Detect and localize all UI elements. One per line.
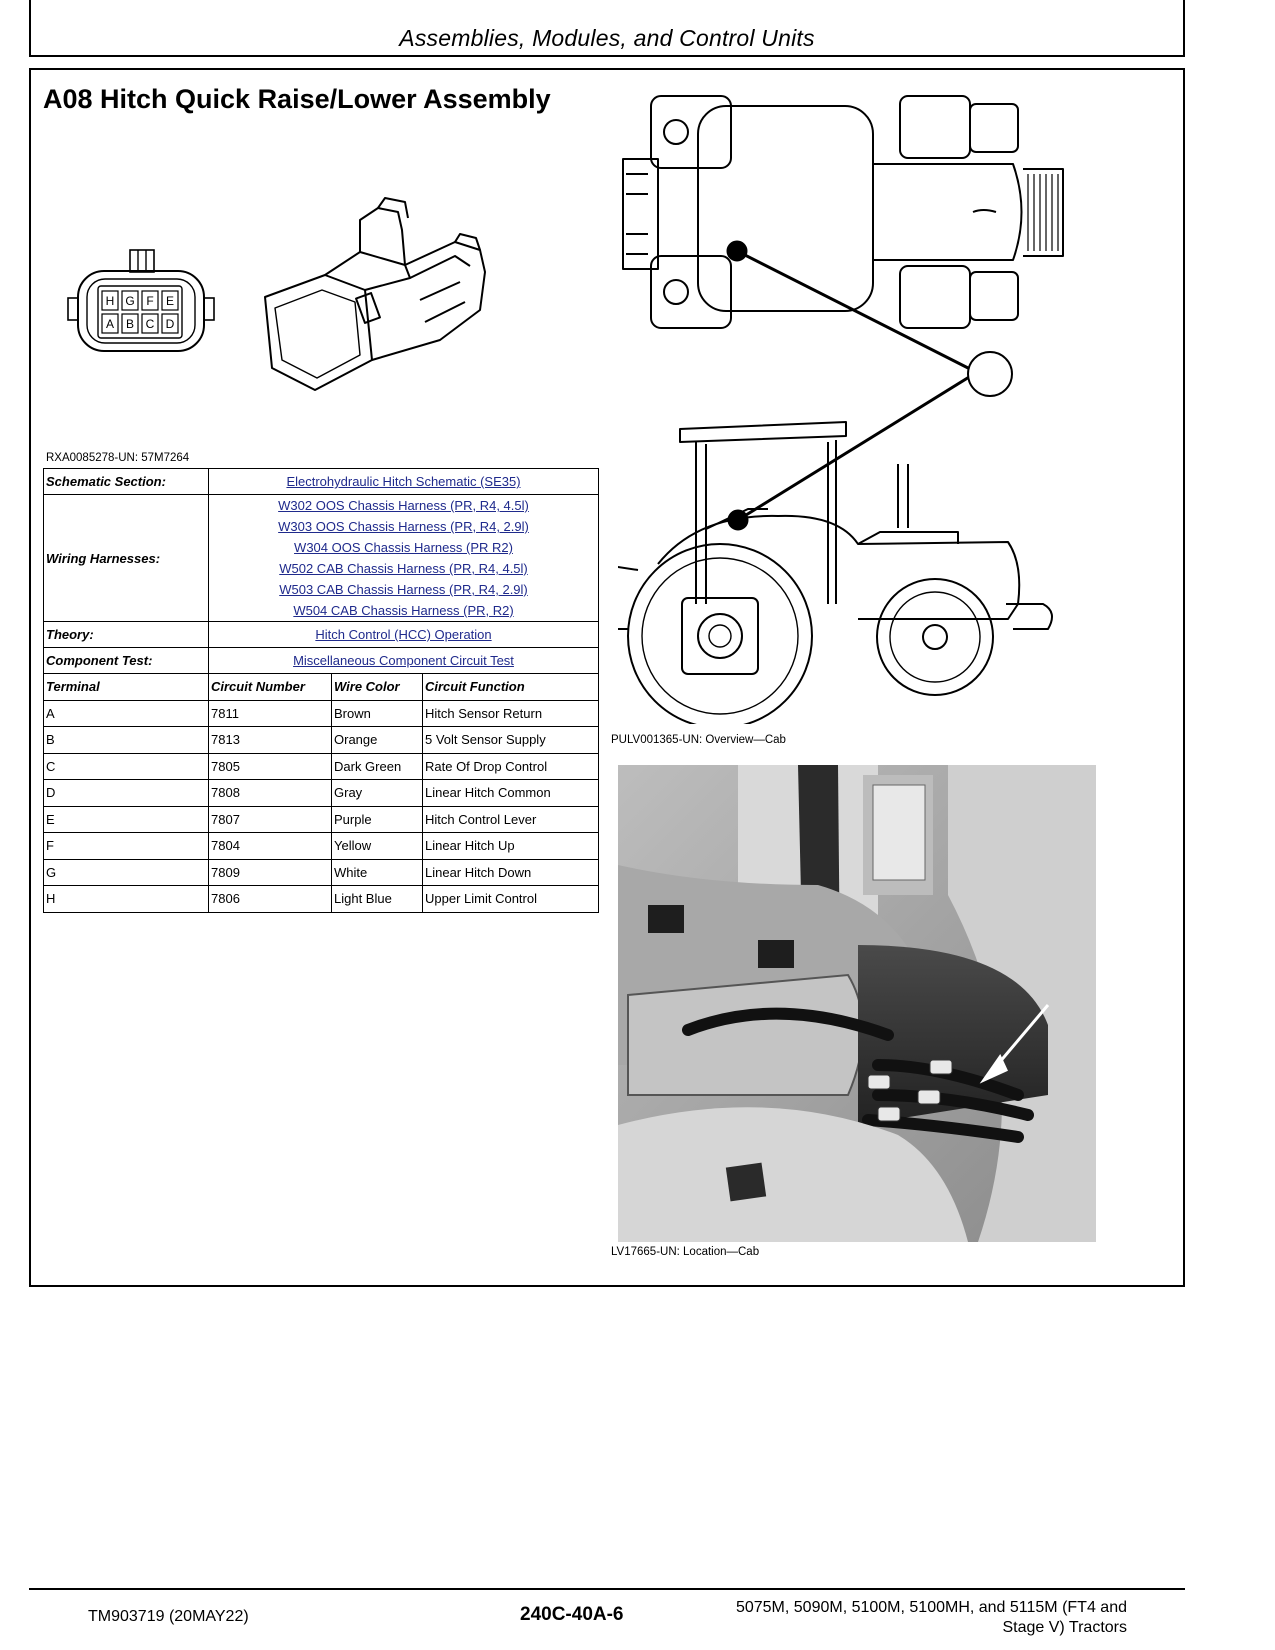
connector-face-outer bbox=[78, 271, 204, 351]
pin-label: E bbox=[165, 294, 175, 308]
table-row bbox=[44, 806, 599, 833]
theory-label: Theory: bbox=[44, 622, 209, 648]
footer-models-line: Stage V) Tractors bbox=[1002, 1619, 1127, 1636]
table-row bbox=[44, 727, 599, 754]
component-title: A08 Hitch Quick Raise/Lower Assembly bbox=[43, 84, 551, 114]
theory-row bbox=[44, 622, 599, 648]
table-row bbox=[44, 886, 599, 913]
location-figure-label: LV17665-UN: Location—Cab bbox=[611, 1246, 760, 1258]
terminal-cell: G bbox=[44, 859, 209, 886]
harness-label: Wiring Harnesses: bbox=[44, 495, 209, 622]
table-row bbox=[44, 833, 599, 860]
terminal-cell: D bbox=[44, 780, 209, 807]
circuit-number-cell: 7811 bbox=[209, 700, 332, 727]
pin-label: F bbox=[146, 294, 154, 308]
table-row bbox=[44, 780, 599, 807]
wire-color-cell: Yellow bbox=[332, 833, 423, 860]
test-row bbox=[44, 648, 599, 674]
footer-rule bbox=[29, 1588, 1185, 1590]
circuit-function-cell: 5 Volt Sensor Supply bbox=[423, 727, 599, 754]
pin-label: A bbox=[105, 317, 115, 331]
overview-figure-label: PULV001365-UN: Overview—Cab bbox=[611, 734, 786, 746]
connector-diagram bbox=[60, 190, 500, 415]
wire-color-cell: White bbox=[332, 859, 423, 886]
wire-color-cell: Light Blue bbox=[332, 886, 423, 913]
harness-row bbox=[44, 495, 599, 622]
terminal-cell: A bbox=[44, 700, 209, 727]
location-marker-top bbox=[728, 242, 746, 260]
schematic-link[interactable]: Electrohydraulic Hitch Schematic (SE35) bbox=[286, 474, 521, 489]
column-header: Wire Color bbox=[332, 674, 423, 701]
harness-link[interactable]: W503 CAB Chassis Harness (PR, R4, 2.9l) bbox=[279, 582, 528, 597]
column-header: Terminal bbox=[44, 674, 209, 701]
pin-label: C bbox=[145, 317, 155, 331]
column-header: Circuit Number bbox=[209, 674, 332, 701]
harness-link[interactable]: W502 CAB Chassis Harness (PR, R4, 4.5l) bbox=[279, 561, 528, 576]
component-info-table bbox=[43, 468, 599, 913]
circuit-function-cell: Linear Hitch Common bbox=[423, 780, 599, 807]
pin-label: G bbox=[125, 294, 135, 308]
harness-link[interactable]: W304 OOS Chassis Harness (PR R2) bbox=[294, 540, 513, 555]
circuit-function-cell: Rate Of Drop Control bbox=[423, 753, 599, 780]
terminal-cell: C bbox=[44, 753, 209, 780]
cab-location-photo bbox=[618, 765, 1096, 1242]
test-label: Component Test: bbox=[44, 648, 209, 674]
terminal-header-row bbox=[44, 674, 599, 701]
wire-color-cell: Dark Green bbox=[332, 753, 423, 780]
circuit-number-cell: 7804 bbox=[209, 833, 332, 860]
callout-circle bbox=[968, 352, 1012, 396]
callout-lines bbox=[728, 242, 974, 529]
circuit-number-cell: 7808 bbox=[209, 780, 332, 807]
schematic-row bbox=[44, 469, 599, 495]
pin-label: D bbox=[165, 317, 175, 331]
table-row bbox=[44, 753, 599, 780]
footer-page-number: 240C-40A-6 bbox=[520, 1604, 624, 1625]
circuit-function-cell: Hitch Sensor Return bbox=[423, 700, 599, 727]
wire-color-cell: Brown bbox=[332, 700, 423, 727]
terminal-cell: E bbox=[44, 806, 209, 833]
connector-figure-label: RXA0085278-UN: 57M7264 bbox=[46, 452, 190, 464]
theory-link[interactable]: Hitch Control (HCC) Operation bbox=[315, 627, 492, 642]
circuit-number-cell: 7807 bbox=[209, 806, 332, 833]
footer-models-line: 5075M, 5090M, 5100M, 5100MH, and 5115M (FT4 and bbox=[735, 1599, 1127, 1616]
terminal-cell: B bbox=[44, 727, 209, 754]
footer-doc-number: TM903719 (20MAY22) bbox=[88, 1608, 249, 1625]
circuit-number-cell: 7813 bbox=[209, 727, 332, 754]
test-link[interactable]: Miscellaneous Component Circuit Test bbox=[293, 653, 514, 668]
wire-color-cell: Orange bbox=[332, 727, 423, 754]
pin-label: B bbox=[125, 317, 135, 331]
terminal-cell: H bbox=[44, 886, 209, 913]
circuit-function-cell: Hitch Control Lever bbox=[423, 806, 599, 833]
harness-link[interactable]: W504 CAB Chassis Harness (PR, R2) bbox=[293, 603, 514, 618]
pin-label: H bbox=[105, 294, 115, 308]
connector-iso-view bbox=[265, 198, 485, 390]
location-marker-side bbox=[729, 511, 747, 529]
terminal-cell: F bbox=[44, 833, 209, 860]
harness-link[interactable]: W302 OOS Chassis Harness (PR, R4, 4.5l) bbox=[278, 498, 529, 513]
circuit-number-cell: 7805 bbox=[209, 753, 332, 780]
section-title: Assemblies, Modules, and Control Units bbox=[399, 25, 815, 51]
circuit-function-cell: Linear Hitch Down bbox=[423, 859, 599, 886]
wire-color-cell: Gray bbox=[332, 780, 423, 807]
circuit-function-cell: Linear Hitch Up bbox=[423, 833, 599, 860]
harness-link[interactable]: W303 OOS Chassis Harness (PR, R4, 2.9l) bbox=[278, 519, 529, 534]
circuit-number-cell: 7806 bbox=[209, 886, 332, 913]
table-row bbox=[44, 859, 599, 886]
footer-models bbox=[707, 1598, 1127, 1638]
tractor-overview-diagram bbox=[618, 84, 1098, 724]
table-row bbox=[44, 700, 599, 727]
schematic-label: Schematic Section: bbox=[44, 469, 209, 495]
wire-color-cell: Purple bbox=[332, 806, 423, 833]
circuit-function-cell: Upper Limit Control bbox=[423, 886, 599, 913]
tractor-top-view bbox=[623, 96, 1063, 328]
column-header: Circuit Function bbox=[423, 674, 599, 701]
tractor-side-view bbox=[618, 422, 1052, 724]
circuit-number-cell: 7809 bbox=[209, 859, 332, 886]
page-header bbox=[29, 0, 1185, 57]
